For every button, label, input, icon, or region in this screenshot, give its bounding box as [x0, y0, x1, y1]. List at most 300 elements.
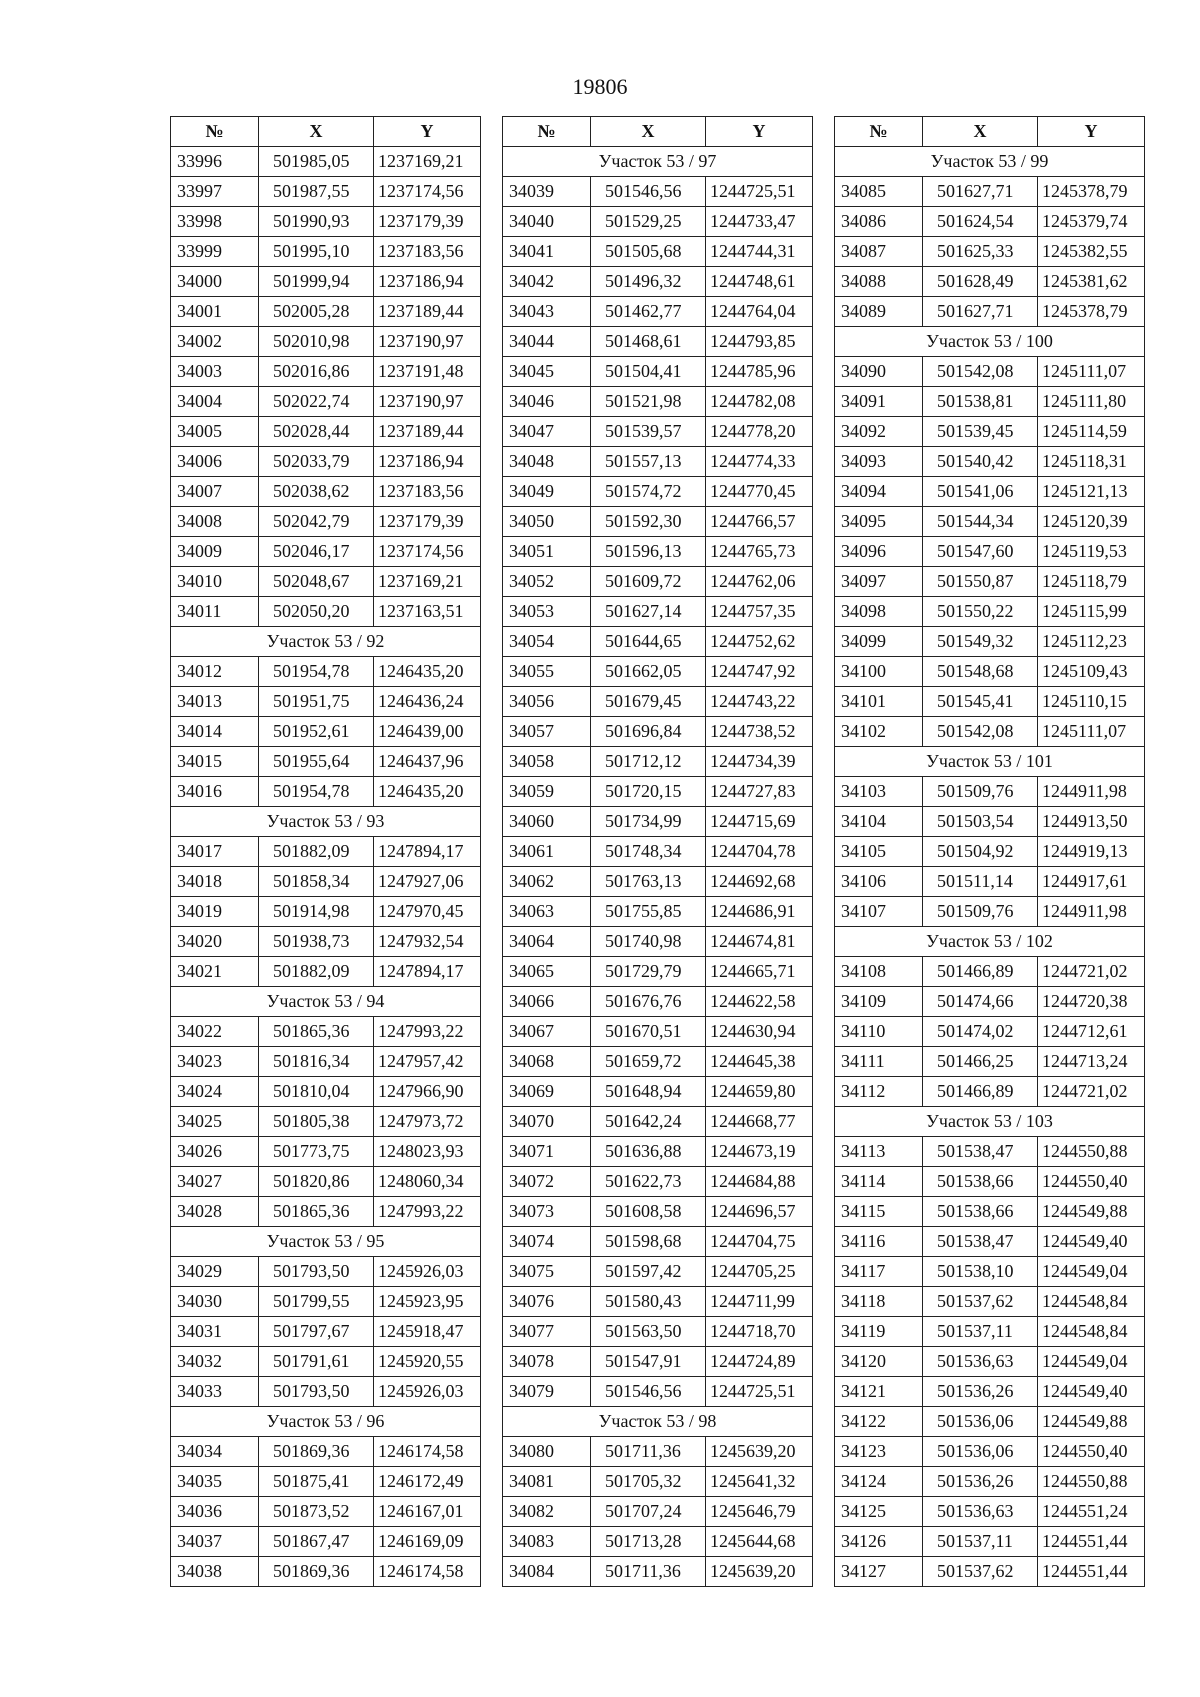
table-row	[171, 1557, 481, 1587]
x-coordinate: 502022,74	[259, 387, 374, 417]
y-coordinate: 1237179,39	[374, 507, 481, 537]
x-coordinate: 502033,79	[259, 447, 374, 477]
point-number: 34048	[503, 447, 591, 477]
y-coordinate: 1244743,22	[706, 687, 813, 717]
y-coordinate: 1245121,13	[1038, 477, 1145, 507]
point-number: 34099	[835, 627, 923, 657]
y-coordinate: 1237190,97	[374, 387, 481, 417]
x-coordinate: 501509,76	[923, 897, 1038, 927]
table-row	[835, 387, 1145, 417]
y-coordinate: 1244696,57	[706, 1197, 813, 1227]
y-coordinate: 1247957,42	[374, 1047, 481, 1077]
point-number: 34094	[835, 477, 923, 507]
x-coordinate: 501810,04	[259, 1077, 374, 1107]
point-number: 34106	[835, 867, 923, 897]
y-coordinate: 1245639,20	[706, 1557, 813, 1587]
y-coordinate: 1244622,58	[706, 987, 813, 1017]
table-row	[171, 777, 481, 807]
x-coordinate: 501548,68	[923, 657, 1038, 687]
table-row	[835, 1257, 1145, 1287]
table-row	[835, 1017, 1145, 1047]
table-row	[835, 447, 1145, 477]
x-coordinate: 501538,10	[923, 1257, 1038, 1287]
point-number: 34081	[503, 1467, 591, 1497]
point-number: 33999	[171, 237, 259, 267]
point-number: 34037	[171, 1527, 259, 1557]
y-coordinate: 1244721,02	[1038, 1077, 1145, 1107]
y-coordinate: 1244752,62	[706, 627, 813, 657]
table-row	[503, 1287, 813, 1317]
y-coordinate: 1244692,68	[706, 867, 813, 897]
table-row	[171, 1347, 481, 1377]
section-title: Участок 53 / 103	[835, 1107, 1145, 1137]
x-coordinate: 501536,06	[923, 1407, 1038, 1437]
point-number: 34015	[171, 747, 259, 777]
y-coordinate: 1247993,22	[374, 1197, 481, 1227]
y-coordinate: 1244711,99	[706, 1287, 813, 1317]
x-coordinate: 501628,49	[923, 267, 1038, 297]
point-number: 34113	[835, 1137, 923, 1167]
y-coordinate: 1237179,39	[374, 207, 481, 237]
x-coordinate: 501773,75	[259, 1137, 374, 1167]
table-row	[503, 1497, 813, 1527]
x-coordinate: 501538,47	[923, 1137, 1038, 1167]
y-coordinate: 1244548,84	[1038, 1287, 1145, 1317]
point-number: 34036	[171, 1497, 259, 1527]
x-coordinate: 501625,33	[923, 237, 1038, 267]
x-coordinate: 501468,61	[591, 327, 706, 357]
x-coordinate: 501748,34	[591, 837, 706, 867]
x-coordinate: 501627,71	[923, 177, 1038, 207]
x-coordinate: 501550,22	[923, 597, 1038, 627]
table-row	[835, 1527, 1145, 1557]
y-coordinate: 1244757,35	[706, 597, 813, 627]
x-coordinate: 501542,08	[923, 357, 1038, 387]
point-number: 34065	[503, 957, 591, 987]
table-row	[835, 897, 1145, 927]
y-coordinate: 1237183,56	[374, 237, 481, 267]
table-row	[503, 1557, 813, 1587]
table-row	[171, 267, 481, 297]
point-number: 34125	[835, 1497, 923, 1527]
x-coordinate: 501537,62	[923, 1557, 1038, 1587]
x-coordinate: 501537,62	[923, 1287, 1038, 1317]
x-coordinate: 501644,65	[591, 627, 706, 657]
point-number: 34104	[835, 807, 923, 837]
y-coordinate: 1244674,81	[706, 927, 813, 957]
x-coordinate: 501557,13	[591, 447, 706, 477]
point-number: 34101	[835, 687, 923, 717]
table-row	[503, 567, 813, 597]
x-coordinate: 501547,60	[923, 537, 1038, 567]
point-number: 34127	[835, 1557, 923, 1587]
point-number: 34056	[503, 687, 591, 717]
x-coordinate: 501882,09	[259, 957, 374, 987]
x-coordinate: 501509,76	[923, 777, 1038, 807]
point-number: 34018	[171, 867, 259, 897]
section-row	[171, 627, 481, 657]
x-coordinate: 501538,66	[923, 1167, 1038, 1197]
point-number: 34012	[171, 657, 259, 687]
point-number: 34070	[503, 1107, 591, 1137]
point-number: 34016	[171, 777, 259, 807]
point-number: 34097	[835, 567, 923, 597]
table-row	[503, 537, 813, 567]
point-number: 34107	[835, 897, 923, 927]
table-row	[171, 207, 481, 237]
x-coordinate: 502046,17	[259, 537, 374, 567]
table-row	[503, 327, 813, 357]
point-number: 34112	[835, 1077, 923, 1107]
table-row	[503, 507, 813, 537]
point-number: 34118	[835, 1287, 923, 1317]
y-coordinate: 1244748,61	[706, 267, 813, 297]
x-coordinate: 501990,93	[259, 207, 374, 237]
y-coordinate: 1244793,85	[706, 327, 813, 357]
point-number: 34102	[835, 717, 923, 747]
section-title: Участок 53 / 102	[835, 927, 1145, 957]
y-coordinate: 1245926,03	[374, 1257, 481, 1287]
table-row	[503, 1227, 813, 1257]
x-coordinate: 501954,78	[259, 777, 374, 807]
y-coordinate: 1237183,56	[374, 477, 481, 507]
y-coordinate: 1244712,61	[1038, 1017, 1145, 1047]
section-title: Участок 53 / 92	[171, 627, 481, 657]
point-number: 34086	[835, 207, 923, 237]
table-row	[835, 1557, 1145, 1587]
x-coordinate: 501592,30	[591, 507, 706, 537]
table-row	[835, 957, 1145, 987]
x-coordinate: 501985,05	[259, 147, 374, 177]
x-coordinate: 501869,36	[259, 1437, 374, 1467]
y-coordinate: 1237186,94	[374, 267, 481, 297]
y-coordinate: 1245639,20	[706, 1437, 813, 1467]
header-x: X	[591, 117, 706, 147]
table-row	[503, 777, 813, 807]
y-coordinate: 1246436,24	[374, 687, 481, 717]
x-coordinate: 501546,56	[591, 177, 706, 207]
table-row	[503, 927, 813, 957]
y-coordinate: 1245112,23	[1038, 627, 1145, 657]
y-coordinate: 1244659,80	[706, 1077, 813, 1107]
y-coordinate: 1247894,17	[374, 957, 481, 987]
table-row	[503, 1107, 813, 1137]
y-coordinate: 1245379,74	[1038, 207, 1145, 237]
section-row	[503, 147, 813, 177]
table-row	[503, 177, 813, 207]
table-row	[835, 627, 1145, 657]
x-coordinate: 501865,36	[259, 1197, 374, 1227]
x-coordinate: 501799,55	[259, 1287, 374, 1317]
table-row	[171, 357, 481, 387]
x-coordinate: 501596,13	[591, 537, 706, 567]
table-row	[503, 597, 813, 627]
header-number: №	[171, 117, 259, 147]
point-number: 34001	[171, 297, 259, 327]
table-row	[835, 987, 1145, 1017]
y-coordinate: 1245923,95	[374, 1287, 481, 1317]
x-coordinate: 501793,50	[259, 1377, 374, 1407]
point-number: 34089	[835, 297, 923, 327]
table-row	[171, 537, 481, 567]
x-coordinate: 501538,81	[923, 387, 1038, 417]
x-coordinate: 501622,73	[591, 1167, 706, 1197]
table-row	[835, 1227, 1145, 1257]
table-row	[171, 597, 481, 627]
point-number: 34061	[503, 837, 591, 867]
x-coordinate: 501536,06	[923, 1437, 1038, 1467]
point-number: 34115	[835, 1197, 923, 1227]
y-coordinate: 1246167,01	[374, 1497, 481, 1527]
section-row	[835, 147, 1145, 177]
point-number: 34034	[171, 1437, 259, 1467]
y-coordinate: 1237174,56	[374, 177, 481, 207]
section-title: Участок 53 / 97	[503, 147, 813, 177]
y-coordinate: 1244720,38	[1038, 987, 1145, 1017]
y-coordinate: 1248060,34	[374, 1167, 481, 1197]
table-row	[835, 417, 1145, 447]
y-coordinate: 1244550,40	[1038, 1437, 1145, 1467]
x-coordinate: 502048,67	[259, 567, 374, 597]
x-coordinate: 501636,88	[591, 1137, 706, 1167]
point-number: 34098	[835, 597, 923, 627]
point-number: 34060	[503, 807, 591, 837]
y-coordinate: 1245111,80	[1038, 387, 1145, 417]
x-coordinate: 501914,98	[259, 897, 374, 927]
section-row	[171, 1407, 481, 1437]
header-x: X	[923, 117, 1038, 147]
point-number: 34029	[171, 1257, 259, 1287]
table-row	[171, 927, 481, 957]
table-row	[171, 567, 481, 597]
table-row	[171, 447, 481, 477]
x-coordinate: 501539,57	[591, 417, 706, 447]
y-coordinate: 1246174,58	[374, 1437, 481, 1467]
point-number: 34075	[503, 1257, 591, 1287]
point-number: 34079	[503, 1377, 591, 1407]
x-coordinate: 501858,34	[259, 867, 374, 897]
x-coordinate: 501659,72	[591, 1047, 706, 1077]
table-row	[171, 687, 481, 717]
table-row	[171, 957, 481, 987]
section-title: Участок 53 / 93	[171, 807, 481, 837]
y-coordinate: 1244770,45	[706, 477, 813, 507]
point-number: 34024	[171, 1077, 259, 1107]
x-coordinate: 501580,43	[591, 1287, 706, 1317]
table-row	[503, 417, 813, 447]
table-row	[503, 687, 813, 717]
x-coordinate: 501542,08	[923, 717, 1038, 747]
y-coordinate: 1244686,91	[706, 897, 813, 927]
point-number: 34020	[171, 927, 259, 957]
section-title: Участок 53 / 95	[171, 1227, 481, 1257]
y-coordinate: 1244704,75	[706, 1227, 813, 1257]
point-number: 34058	[503, 747, 591, 777]
table-row	[503, 987, 813, 1017]
table-row	[171, 897, 481, 927]
y-coordinate: 1244778,20	[706, 417, 813, 447]
x-coordinate: 501541,06	[923, 477, 1038, 507]
x-coordinate: 501642,24	[591, 1107, 706, 1137]
table-row	[503, 1527, 813, 1557]
table-row	[503, 1437, 813, 1467]
point-number: 34043	[503, 297, 591, 327]
table-row	[835, 297, 1145, 327]
x-coordinate: 501574,72	[591, 477, 706, 507]
point-number: 34093	[835, 447, 923, 477]
x-coordinate: 501648,94	[591, 1077, 706, 1107]
x-coordinate: 502050,20	[259, 597, 374, 627]
x-coordinate: 501627,14	[591, 597, 706, 627]
table-row	[835, 807, 1145, 837]
y-coordinate: 1244785,96	[706, 357, 813, 387]
table-row	[503, 297, 813, 327]
y-coordinate: 1244549,04	[1038, 1347, 1145, 1377]
table-row	[171, 1377, 481, 1407]
x-coordinate: 501598,68	[591, 1227, 706, 1257]
table-row	[835, 1497, 1145, 1527]
section-row	[171, 987, 481, 1017]
y-coordinate: 1245111,07	[1038, 717, 1145, 747]
table-row	[835, 177, 1145, 207]
x-coordinate: 501679,45	[591, 687, 706, 717]
coordinates-table-2	[502, 116, 813, 1587]
point-number: 34095	[835, 507, 923, 537]
y-coordinate: 1244911,98	[1038, 777, 1145, 807]
point-number: 34071	[503, 1137, 591, 1167]
y-coordinate: 1246169,09	[374, 1527, 481, 1557]
point-number: 34026	[171, 1137, 259, 1167]
x-coordinate: 501951,75	[259, 687, 374, 717]
point-number: 34005	[171, 417, 259, 447]
table-row	[835, 1167, 1145, 1197]
point-number: 34120	[835, 1347, 923, 1377]
table-row	[503, 1017, 813, 1047]
point-number: 34054	[503, 627, 591, 657]
table-row	[835, 687, 1145, 717]
table-row	[503, 1137, 813, 1167]
table-row	[503, 447, 813, 477]
x-coordinate: 501547,91	[591, 1347, 706, 1377]
y-coordinate: 1246174,58	[374, 1557, 481, 1587]
point-number: 34008	[171, 507, 259, 537]
point-number: 34066	[503, 987, 591, 1017]
table-row	[835, 267, 1145, 297]
table-row	[171, 417, 481, 447]
point-number: 34059	[503, 777, 591, 807]
y-coordinate: 1244724,89	[706, 1347, 813, 1377]
y-coordinate: 1244705,25	[706, 1257, 813, 1287]
x-coordinate: 501539,45	[923, 417, 1038, 447]
y-coordinate: 1244919,13	[1038, 837, 1145, 867]
point-number: 34000	[171, 267, 259, 297]
table-row	[503, 1077, 813, 1107]
section-title: Участок 53 / 99	[835, 147, 1145, 177]
point-number: 34124	[835, 1467, 923, 1497]
point-number: 34100	[835, 657, 923, 687]
point-number: 34074	[503, 1227, 591, 1257]
table-row	[171, 837, 481, 867]
x-coordinate: 501597,42	[591, 1257, 706, 1287]
table-header-row	[503, 117, 813, 147]
header-y: Y	[706, 117, 813, 147]
table-row	[171, 507, 481, 537]
x-coordinate: 501474,66	[923, 987, 1038, 1017]
x-coordinate: 501869,36	[259, 1557, 374, 1587]
point-number: 34123	[835, 1437, 923, 1467]
point-number: 34114	[835, 1167, 923, 1197]
x-coordinate: 501521,98	[591, 387, 706, 417]
table-row	[171, 1257, 481, 1287]
point-number: 34022	[171, 1017, 259, 1047]
point-number: 34110	[835, 1017, 923, 1047]
point-number: 34035	[171, 1467, 259, 1497]
x-coordinate: 501662,05	[591, 657, 706, 687]
y-coordinate: 1244665,71	[706, 957, 813, 987]
table-row	[835, 1047, 1145, 1077]
x-coordinate: 501696,84	[591, 717, 706, 747]
x-coordinate: 501545,41	[923, 687, 1038, 717]
y-coordinate: 1244718,70	[706, 1317, 813, 1347]
y-coordinate: 1246437,96	[374, 747, 481, 777]
table-row	[503, 717, 813, 747]
x-coordinate: 501955,64	[259, 747, 374, 777]
x-coordinate: 501529,25	[591, 207, 706, 237]
y-coordinate: 1244551,44	[1038, 1527, 1145, 1557]
point-number: 34049	[503, 477, 591, 507]
x-coordinate: 501676,76	[591, 987, 706, 1017]
x-coordinate: 501999,94	[259, 267, 374, 297]
y-coordinate: 1246435,20	[374, 777, 481, 807]
y-coordinate: 1244630,94	[706, 1017, 813, 1047]
table-row	[835, 717, 1145, 747]
table-row	[835, 1347, 1145, 1377]
x-coordinate: 501873,52	[259, 1497, 374, 1527]
point-number: 34090	[835, 357, 923, 387]
x-coordinate: 501462,77	[591, 297, 706, 327]
table-row	[503, 1347, 813, 1377]
y-coordinate: 1244721,02	[1038, 957, 1145, 987]
x-coordinate: 502016,86	[259, 357, 374, 387]
point-number: 34096	[835, 537, 923, 567]
point-number: 34063	[503, 897, 591, 927]
table-row	[171, 477, 481, 507]
point-number: 34051	[503, 537, 591, 567]
table-row	[835, 597, 1145, 627]
y-coordinate: 1244747,92	[706, 657, 813, 687]
table-row	[503, 1317, 813, 1347]
y-coordinate: 1244549,04	[1038, 1257, 1145, 1287]
x-coordinate: 502010,98	[259, 327, 374, 357]
x-coordinate: 501987,55	[259, 177, 374, 207]
y-coordinate: 1244645,38	[706, 1047, 813, 1077]
point-number: 34082	[503, 1497, 591, 1527]
point-number: 34038	[171, 1557, 259, 1587]
y-coordinate: 1244704,78	[706, 837, 813, 867]
x-coordinate: 501474,02	[923, 1017, 1038, 1047]
point-number: 34069	[503, 1077, 591, 1107]
y-coordinate: 1244715,69	[706, 807, 813, 837]
x-coordinate: 501954,78	[259, 657, 374, 687]
x-coordinate: 501713,28	[591, 1527, 706, 1557]
point-number: 34002	[171, 327, 259, 357]
point-number: 34119	[835, 1317, 923, 1347]
table-row	[835, 1287, 1145, 1317]
y-coordinate: 1237189,44	[374, 297, 481, 327]
page-number: 19806	[572, 74, 628, 99]
x-coordinate: 501740,98	[591, 927, 706, 957]
x-coordinate: 501867,47	[259, 1527, 374, 1557]
